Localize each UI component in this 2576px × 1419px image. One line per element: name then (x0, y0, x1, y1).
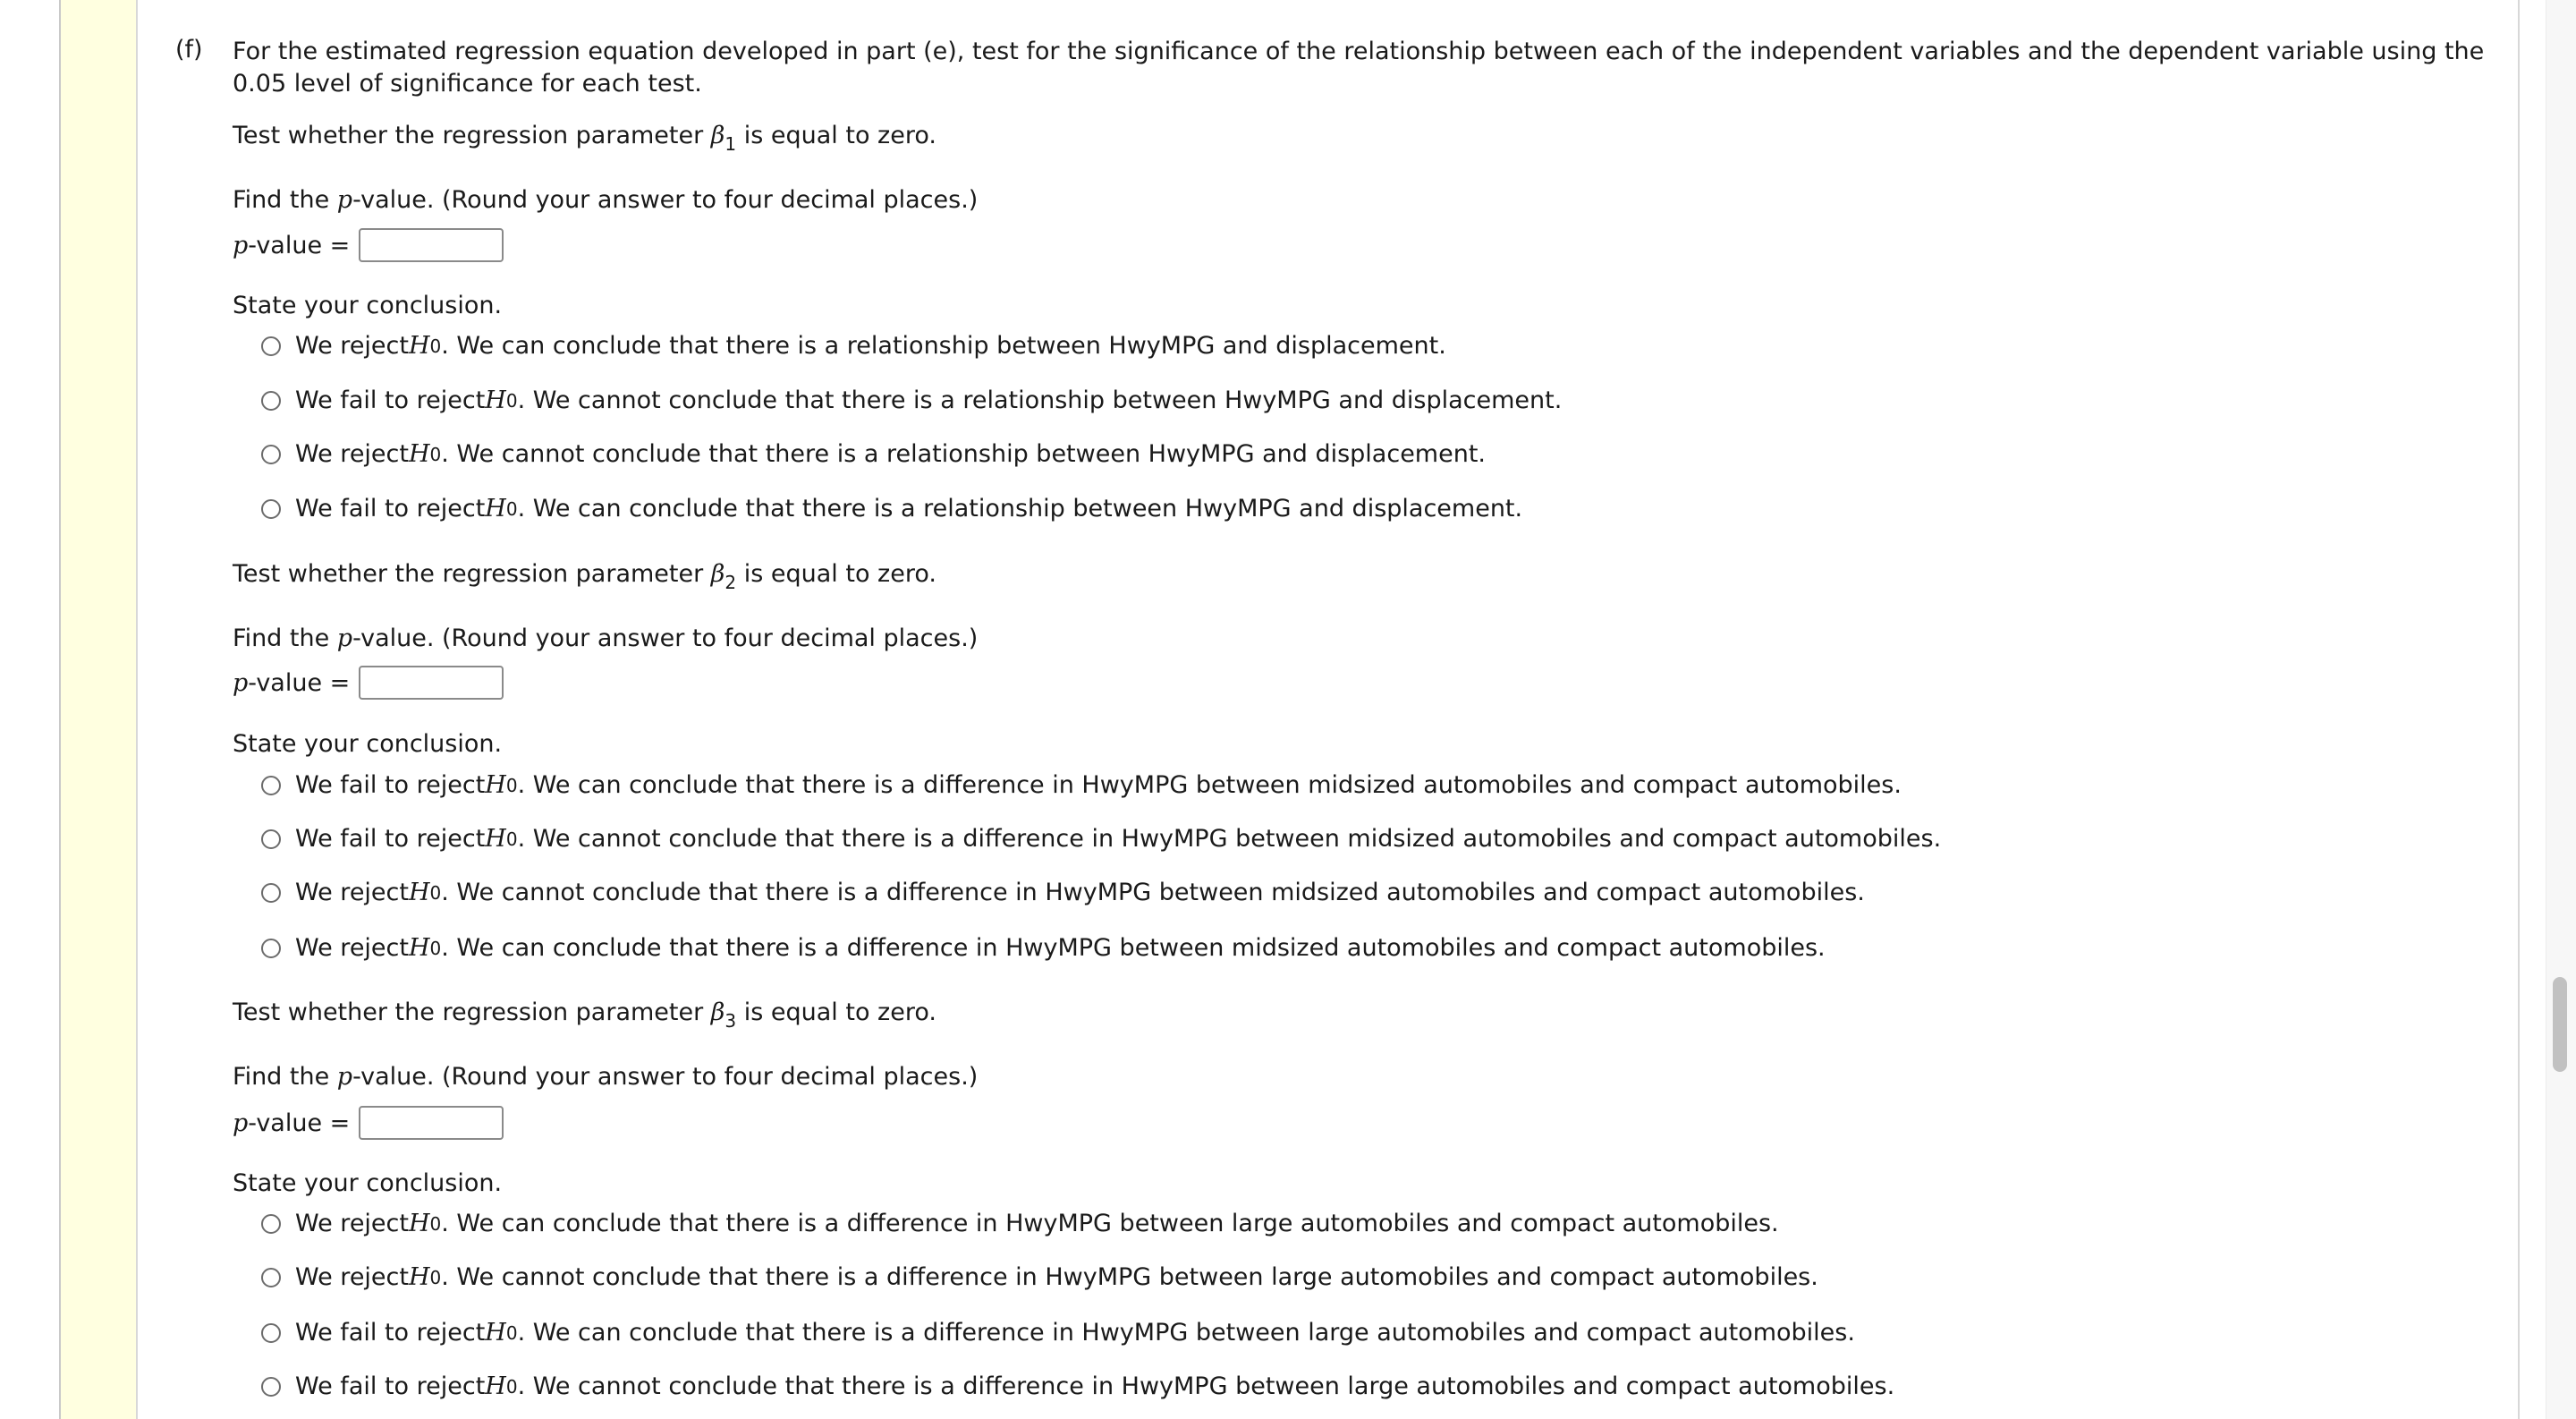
state-conclusion-label: State your conclusion. (233, 730, 503, 758)
radio-button[interactable] (261, 776, 281, 795)
content-right-border (2518, 0, 2520, 1419)
content-left-border (136, 0, 138, 1419)
test-heading-beta3: Test whether the regression parameter $\beta_3$ is equal to zero. (233, 998, 936, 1032)
find-pvalue-instruction: Find the p-value. (Round your answer to four decimal places.) (233, 1063, 979, 1091)
conclusion-option[interactable]: We reject H 0 . We can conclude that there is a difference in HwyMPG between midsized automobiles and compact automobiles. (261, 934, 1826, 962)
conclusion-option[interactable]: We reject H 0 . We can conclude that there is a relationship between HwyMPG and displacement. (261, 332, 1446, 360)
vertical-scrollbar[interactable] (2546, 0, 2576, 1419)
conclusion-option[interactable]: We reject H 0 . We cannot conclude that there is a difference in HwyMPG between midsized automobiles and compact automobiles. (261, 879, 1865, 906)
conclusion-option[interactable]: We fail to reject H 0 . We cannot conclude that there is a difference in HwyMPG between large automobiles and compact automobiles. (261, 1372, 1894, 1400)
pvalue-row-beta1: p -value = (233, 228, 504, 262)
pvalue-row-beta2: p -value = (233, 666, 504, 700)
radio-button[interactable] (261, 445, 281, 464)
radio-button[interactable] (261, 391, 281, 411)
state-conclusion-label: State your conclusion. (233, 1169, 503, 1197)
pvalue-input-beta1[interactable] (359, 228, 504, 262)
conclusion-option[interactable]: We reject H 0 . We can conclude that there is a difference in HwyMPG between large automobiles and compact automobiles. (261, 1210, 1779, 1237)
radio-button[interactable] (261, 939, 281, 958)
pvalue-row-beta3: p -value = (233, 1106, 504, 1140)
radio-button[interactable] (261, 1268, 281, 1287)
pvalue-input-beta3[interactable] (359, 1106, 504, 1140)
question-intro: For the estimated regression equation developed in part (e), test for the significance of the relationship between each of the independent variables and the dependent variable using the 0.05 level of significance for each test. (233, 38, 2485, 98)
page-left-margin (0, 0, 59, 1419)
radio-button[interactable] (261, 883, 281, 903)
conclusion-option[interactable]: We reject H 0 . We cannot conclude that there is a relationship between HwyMPG and displacement. (261, 440, 1486, 468)
conclusion-option[interactable]: We fail to reject H 0 . We cannot conclude that there is a difference in HwyMPG between midsized automobiles and compact automobiles. (261, 825, 1941, 853)
conclusion-option[interactable]: We fail to reject H 0 . We can conclude that there is a difference in HwyMPG between midsized automobiles and compact automobiles. (261, 771, 1902, 799)
part-label: (f) (175, 36, 203, 64)
test-heading-beta2: Test whether the regression parameter $\beta_2$ is equal to zero. (233, 560, 936, 593)
scrollbar-thumb[interactable] (2553, 977, 2567, 1072)
conclusion-option[interactable]: We fail to reject H 0 . We can conclude that there is a relationship between HwyMPG and displacement. (261, 495, 1522, 523)
radio-button[interactable] (261, 1377, 281, 1397)
radio-button[interactable] (261, 1214, 281, 1234)
radio-button[interactable] (261, 336, 281, 356)
find-pvalue-instruction: Find the p-value. (Round your answer to four decimal places.) (233, 625, 979, 652)
radio-button[interactable] (261, 1323, 281, 1343)
conclusion-option[interactable]: We reject H 0 . We cannot conclude that there is a difference in HwyMPG between large automobiles and compact automobiles. (261, 1263, 1818, 1291)
test-heading-beta1: Test whether the regression parameter $\beta_1$ is equal to zero. (233, 122, 936, 155)
pvalue-input-beta2[interactable] (359, 666, 504, 700)
conclusion-option[interactable]: We fail to reject H 0 . We can conclude that there is a difference in HwyMPG between large automobiles and compact automobiles. (261, 1319, 1855, 1347)
state-conclusion-label: State your conclusion. (233, 292, 503, 319)
question-highlight-strip (61, 0, 136, 1419)
find-pvalue-instruction: Find the p-value. (Round your answer to four decimal places.) (233, 186, 979, 214)
radio-button[interactable] (261, 499, 281, 519)
conclusion-option[interactable]: We fail to reject H 0 . We cannot conclude that there is a relationship between HwyMPG and displacement. (261, 387, 1562, 414)
radio-button[interactable] (261, 829, 281, 849)
